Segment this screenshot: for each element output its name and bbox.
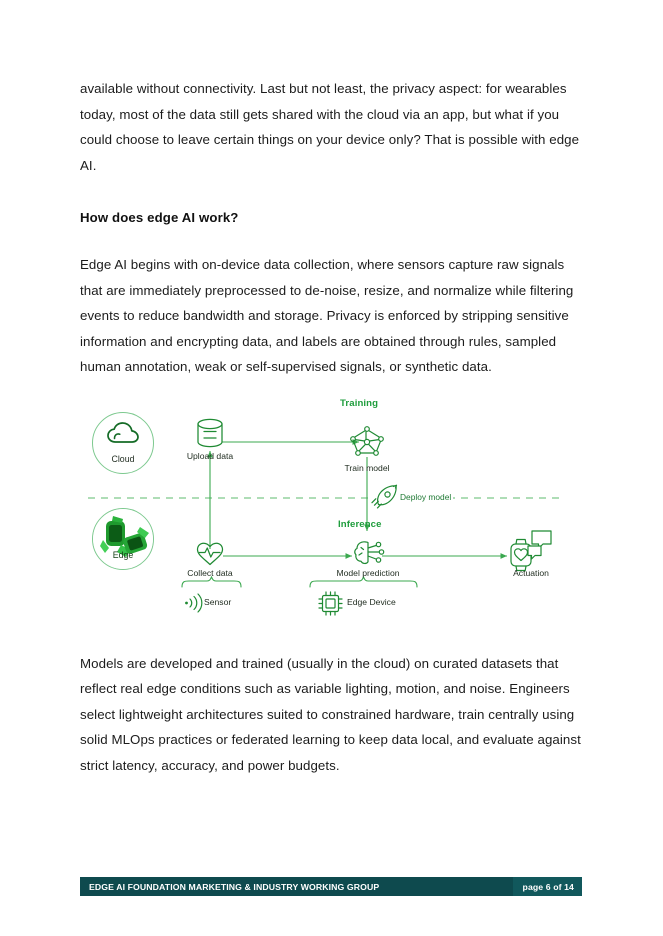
chip-icon [319,592,342,615]
sensor-group-brace [182,577,241,587]
wearable-photo [93,509,153,569]
group-label-sensor: Sensor [204,596,232,607]
rocket-icon [372,485,397,508]
node-label-model-prediction: Model prediction [336,567,400,578]
page-content [80,76,582,778]
page-heading-how-edge-ai-works: How does edge AI work? [80,210,239,225]
footer-organization-title: EDGE AI FOUNDATION MARKETING & INDUSTRY WORKING GROUP [89,881,380,892]
ai-brain-icon [355,541,384,563]
database-icon [198,419,222,446]
paragraph-intro: available without connectivity. Last but not least, the privacy aspect: for wearables today, most of the data still gets shared with the cloud via an app, but what if you could choose to leave certain things on your device only? That is possible with edge AI. [80,81,580,173]
heart-rate-icon [198,543,223,564]
group-label-edge-device: Edge Device [347,596,396,607]
actuation-icon [511,531,551,571]
tier-label-cloud: Cloud [111,453,135,464]
tier-circle-cloud [92,412,154,474]
neural-network-icon [351,426,384,455]
footer-page-number-block [513,877,582,896]
tier-label-edge: Edge [112,549,134,560]
node-label-train-model: Train model [344,462,390,473]
node-label-actuation: Actuation [513,567,549,578]
tier-circle-edge [92,508,154,570]
footer-page-number: page 6 of 14 [522,881,574,892]
divider-label-deploy-model: Deploy model [400,491,452,502]
spacer [80,629,582,651]
spacer [80,178,582,205]
paragraph-data-collection: Edge AI begins with on-device data collection, where sensors capture raw signals that are immediately preprocessed to de-noise, resize, and normalize while filtering events to reduce bandwidth and storage. Privacy is enforced by stripping sensitive information and encrypting data, and labels are obtained through rules, sampled human annotation, weak or self-supervised signals, or synthetic data. [80,257,574,374]
page-footer [80,877,582,896]
spacer [80,230,582,252]
cloud-icon [93,421,153,445]
phase-label-training: Training [340,397,379,409]
phase-label-inference: Inference [338,518,382,530]
edge-device-group-brace [310,577,417,587]
node-label-upload-data: Upload data [186,450,234,461]
edge-ai-workflow-diagram [82,397,584,629]
node-label-collect-data: Collect data [187,567,233,578]
paragraph-model-development: Models are developed and trained (usually in the cloud) on curated datasets that reflect real edge conditions such as variable lighting, motion, and noise. Engineers select lightweight architectures suited to constrained hardware, train centrally using solid MLOps practices or federated learning to keep data local, and evaluate against strict latency, accuracy, and power budgets. [80,655,581,773]
diagram-canvas [82,401,584,629]
wireless-signal-icon [185,594,202,612]
